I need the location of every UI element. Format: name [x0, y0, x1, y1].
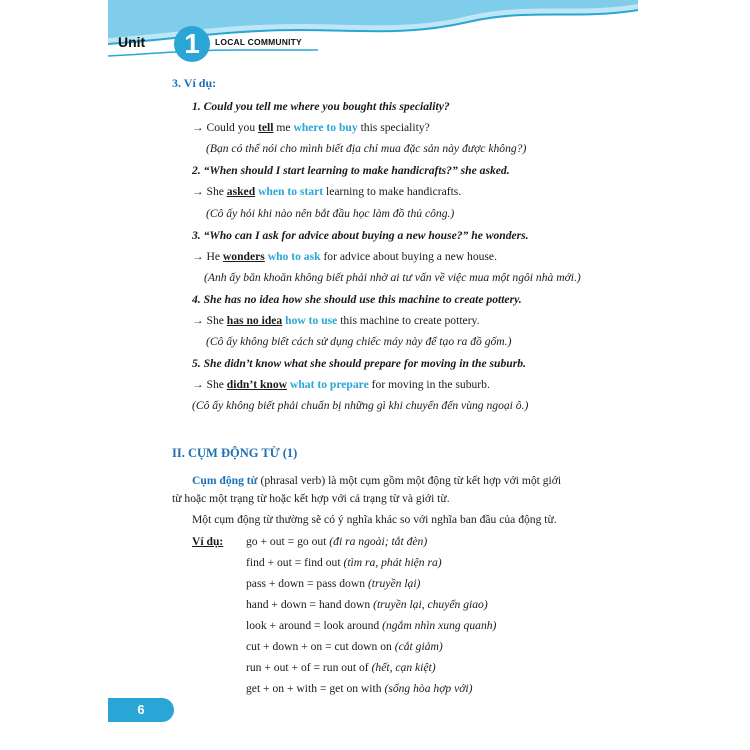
answer-text: Could you: [206, 121, 259, 134]
example-4-question: 4. She has no idea how she should use this machine to create pottery.: [192, 293, 522, 306]
phrasal-verb-example: [246, 682, 473, 696]
answer-highlight: who to ask: [267, 250, 321, 263]
example-1-answer: [192, 121, 430, 135]
answer-underlined-verb: has no idea: [226, 314, 283, 327]
formula: look + around = look around: [246, 619, 383, 632]
formula: get + on + with = get on with: [246, 682, 385, 695]
formula: go + out = go out: [246, 535, 330, 548]
answer-underlined-verb: wonders: [222, 250, 265, 263]
meaning: (sống hòa hợp với): [384, 682, 473, 695]
answer-text: She: [206, 314, 227, 327]
formula: pass + down = pass down: [246, 577, 368, 590]
phrasal-verb-example: [246, 598, 488, 612]
meaning: (truyền lại): [367, 577, 421, 590]
example-2-answer: [192, 185, 461, 199]
arrow-icon: →: [192, 250, 204, 263]
answer-text: for moving in the suburb.: [368, 378, 490, 391]
answer-text: She: [206, 378, 227, 391]
phrasal-verb-example: [246, 619, 496, 633]
phrasal-verb-example: [246, 640, 443, 654]
example-3-question: 3. “Who can I ask for advice about buying a new house?” he wonders.: [192, 229, 529, 242]
example-4-translation: (Cô ấy không biết cách sử dụng chiếc máy này để tạo ra đồ gốm.): [206, 335, 512, 348]
meaning-note: Một cụm động từ thường sẽ có ý nghĩa khác so với nghĩa ban đầu của động từ.: [192, 513, 557, 526]
answer-text: learning to make handicrafts.: [323, 185, 462, 198]
answer-text: She: [206, 185, 227, 198]
answer-text: this speciality?: [357, 121, 430, 134]
answer-text: this machine to create pottery.: [337, 314, 480, 327]
answer-highlight: where to buy: [293, 121, 358, 134]
answer-underlined-verb: tell: [258, 121, 274, 134]
definition-paragraph-line-1: [192, 474, 561, 488]
example-4-answer: [192, 314, 480, 328]
phrasal-verb-example: [246, 661, 436, 675]
example-2-translation: (Cô ấy hỏi khi nào nên bắt đầu học làm đồ thủ công.): [206, 207, 455, 220]
unit-label: Unit: [118, 34, 146, 50]
definition-paragraph-line-2: từ hoặc một trạng từ hoặc kết hợp với cả trạng từ và giới từ.: [172, 492, 450, 505]
formula: run + out + of = run out of: [246, 661, 372, 674]
answer-text: me: [273, 121, 294, 134]
example-5-translation: (Cô ấy không biết phải chuẩn bị những gì khi chuyển đến vùng ngoại ô.): [192, 399, 529, 412]
answer-underlined-verb: didn’t know: [226, 378, 288, 391]
example-5-answer: [192, 378, 490, 392]
phrasal-verb-example: [246, 577, 420, 591]
answer-underlined-verb: asked: [226, 185, 256, 198]
formula: find + out = find out: [246, 556, 344, 569]
unit-number-badge: 1: [174, 26, 210, 62]
formula: hand + down = hand down: [246, 598, 374, 611]
unit-title: LOCAL COMMUNITY: [215, 37, 302, 47]
meaning: (đi ra ngoài; tắt đèn): [329, 535, 428, 548]
examples-label: Ví dụ:: [192, 535, 224, 548]
phrasal-verb-example: [246, 556, 442, 570]
meaning: (cắt giảm): [394, 640, 443, 653]
meaning: (ngắm nhìn xung quanh): [382, 619, 497, 632]
arrow-icon: →: [192, 314, 204, 327]
section-3-heading: 3. Ví dụ:: [172, 76, 217, 90]
arrow-icon: →: [192, 378, 204, 391]
formula: cut + down + on = cut down on: [246, 640, 395, 653]
answer-highlight: when to start: [258, 185, 324, 198]
answer-highlight: what to prepare: [289, 378, 369, 391]
arrow-icon: →: [192, 185, 204, 198]
page-number-badge: 6: [108, 698, 174, 722]
example-3-answer: [192, 250, 497, 264]
example-2-question: 2. “When should I start learning to make handicrafts?” she asked.: [192, 164, 510, 177]
meaning: (hết, cạn kiệt): [371, 661, 436, 674]
example-1-translation: (Bạn có thể nói cho mình biết địa chỉ mua đặc sản này được không?): [206, 142, 527, 155]
answer-text: He: [206, 250, 223, 263]
example-5-question: 5. She didn’t know what she should prepare for moving in the suburb.: [192, 357, 526, 370]
meaning: (truyền lại, chuyển giao): [373, 598, 488, 611]
definition-text: (phrasal verb) là một cụm gồm một động từ kết hợp với một giới: [257, 474, 562, 487]
meaning: (tìm ra, phát hiện ra): [343, 556, 442, 569]
phrasal-verb-example: [246, 535, 427, 549]
answer-highlight: how to use: [285, 314, 338, 327]
phrasal-verb-term: Cụm động từ: [192, 474, 258, 487]
arrow-icon: →: [192, 121, 204, 134]
example-3-translation: (Anh ấy băn khoăn không biết phải nhờ ai tư vấn về việc mua một ngôi nhà mới.): [204, 271, 581, 284]
answer-text: for advice about buying a new house.: [320, 250, 497, 263]
section-2-heading: II. CỤM ĐỘNG TỪ (1): [172, 446, 298, 460]
example-1-question: 1. Could you tell me where you bought this speciality?: [192, 100, 450, 113]
